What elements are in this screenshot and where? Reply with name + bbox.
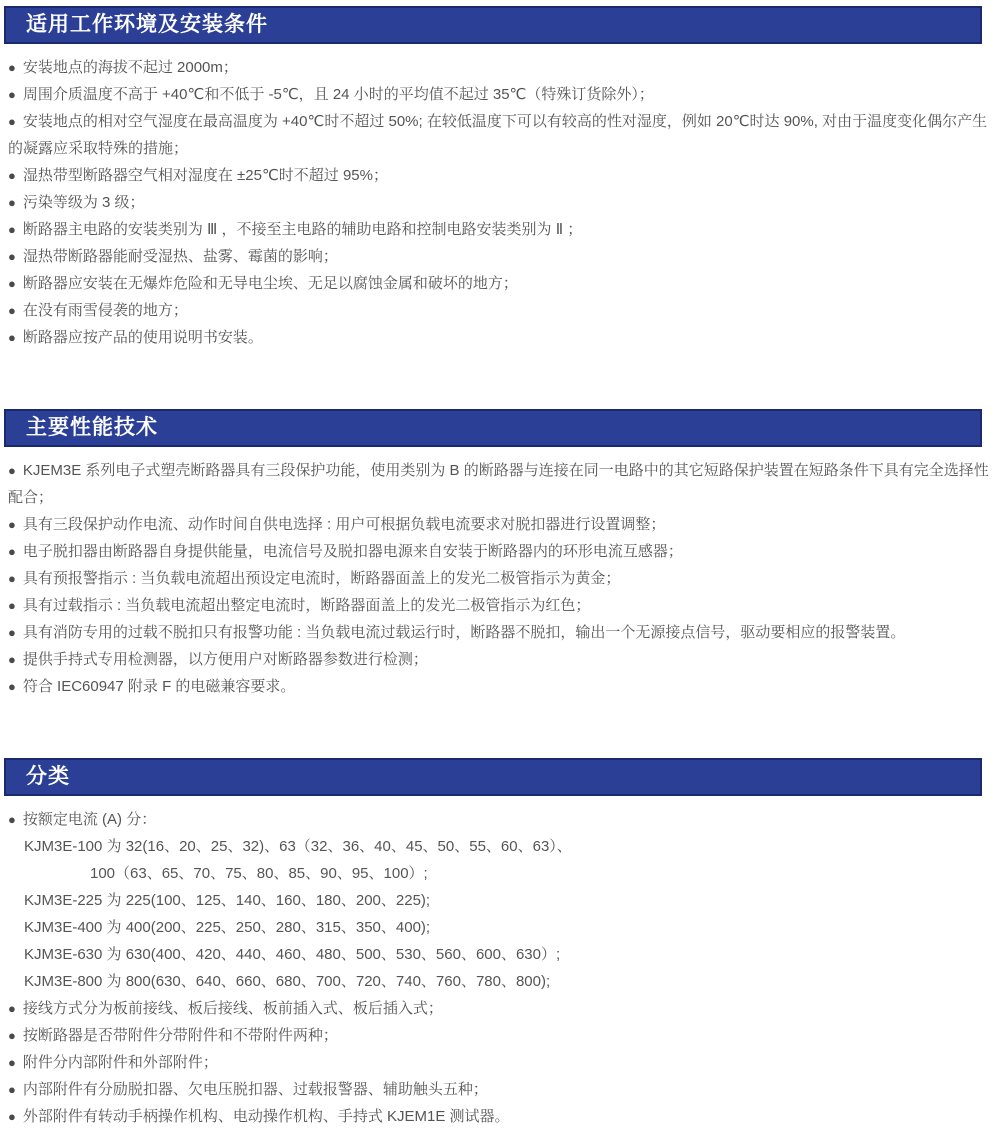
item-text: KJM3E-225 为 225(100、125、140、160、180、200、225); (24, 892, 431, 909)
item-text: KJM3E-630 为 630(400、420、440、460、480、500、530、560、600、630）; (24, 946, 561, 963)
item-text: 断路器主电路的安装类别为 Ⅲ ，不接至主电路的辅助电路和控制电路安装类别为 Ⅱ ； (22, 221, 583, 238)
item-text: 提供手持式专用检测器，以方便用户对断路器参数进行检测； (22, 651, 428, 668)
bullet-icon: ● (8, 114, 16, 129)
list-item (8, 860, 992, 887)
list-item (8, 216, 992, 243)
bullet-icon: ● (8, 168, 16, 183)
bullet-icon: ● (8, 652, 16, 667)
item-text: 100（63、65、70、75、80、85、90、95、100）; (90, 865, 428, 882)
item-text: 具有预报警指示 : 当负载电流超出预设定电流时，断路器面盖上的发光二极管指示为黄金； (22, 570, 621, 587)
bullet-icon: ● (8, 249, 16, 264)
list-item (8, 1022, 992, 1049)
list-item (8, 673, 992, 700)
item-text: 污染等级为 3 级； (22, 194, 145, 211)
item-text: 外部附件有转动手柄操作机构、电动操作机构、手持式 KJEM1E 测试器。 (22, 1108, 510, 1125)
bullet-icon: ● (8, 87, 16, 102)
section-title: 分类 (4, 758, 982, 796)
item-text: KJM3E-800 为 800(630、640、660、680、700、720、740、760、780、800); (24, 973, 551, 990)
list-item (8, 833, 992, 860)
section-body (0, 44, 1000, 351)
item-text: 周围介质温度不高于 +40℃和不低于 -5℃，且 24 小时的平均值不起过 35℃（特殊订货除外）； (22, 86, 654, 103)
item-text: KJM3E-100 为 32(16、20、25、32)、63（32、36、40、45、50、55、60、63）、 (24, 838, 572, 855)
list-item (8, 941, 992, 968)
list-item (8, 565, 992, 592)
item-text: 按断路器是否带附件分带附件和不带附件两种； (22, 1027, 338, 1044)
bullet-icon: ● (8, 1055, 16, 1070)
item-text: 安装地点的相对空气湿度在最高温度为 +40℃时不超过 50%; 在较低温度下可以有较高的性对湿度，例如 20℃时达 90%, 对由于温度变化偶尔产生的凝露应采取特殊的措施； (8, 113, 988, 157)
item-text: 断路器应安装在无爆炸危险和无导电尘埃、无足以腐蚀金属和破坏的地方； (22, 275, 518, 292)
list-item (8, 457, 992, 511)
item-text: 附件分内部附件和外部附件； (22, 1054, 218, 1071)
bullet-icon: ● (8, 679, 16, 694)
list-item (8, 1049, 992, 1076)
item-text: 安装地点的海拔不起过 2000m； (22, 59, 238, 76)
list-item (8, 162, 992, 189)
bullet-icon: ● (8, 222, 16, 237)
bullet-icon: ● (8, 195, 16, 210)
list-item (8, 806, 992, 833)
list-item (8, 81, 992, 108)
item-text: 电子脱扣器由断路器自身提供能量，电流信号及脱扣器电源来自安装于断路器内的环形电流互感器； (22, 543, 683, 560)
item-text: 具有消防专用的过载不脱扣只有报警功能 : 当负载电流过载运行时，断路器不脱扣，输出一个无源接点信号，驱动要相应的报警装置。 (22, 624, 906, 641)
bullet-icon: ● (8, 812, 16, 827)
section-title: 主要性能技术 (4, 409, 982, 447)
bullet-icon: ● (8, 1082, 16, 1097)
bullet-icon: ● (8, 463, 16, 478)
item-text: 在没有雨雪侵袭的地方； (22, 302, 188, 319)
section-2 (0, 409, 1000, 700)
section-3 (0, 758, 1000, 1130)
list-item (8, 1103, 992, 1130)
list-item (8, 108, 992, 162)
list-item (8, 324, 992, 351)
list-item (8, 297, 992, 324)
bullet-icon: ● (8, 625, 16, 640)
section-body (0, 447, 1000, 700)
item-text: 接线方式分为板前接线、板后接线、板前插入式、板后插入式； (22, 1000, 443, 1017)
bullet-icon: ● (8, 598, 16, 613)
item-text: 湿热带断路器能耐受湿热、盐雾、霉菌的影响； (22, 248, 338, 265)
section-1 (0, 6, 1000, 351)
bullet-icon: ● (8, 1109, 16, 1124)
item-text: KJEM3E 系列电子式塑壳断路器具有三段保护功能，使用类别为 B 的断路器与连接在同一电路中的其它短路保护装置在短路条件下具有完全选择性配合； (8, 462, 989, 506)
bullet-icon: ● (8, 517, 16, 532)
item-text: 断路器应按产品的使用说明书安装。 (22, 329, 263, 346)
list-item (8, 995, 992, 1022)
list-item (8, 646, 992, 673)
item-text: 内部附件有分励脱扣器、欠电压脱扣器、过载报警器、辅助触头五种； (22, 1081, 488, 1098)
list-item (8, 619, 992, 646)
list-item (8, 914, 992, 941)
bullet-icon: ● (8, 1001, 16, 1016)
item-text: 按额定电流 (A) 分： (22, 811, 157, 828)
list-item (8, 243, 992, 270)
section-title: 适用工作环境及安装条件 (4, 6, 982, 44)
item-text: 符合 IEC60947 附录 F 的电磁兼容要求。 (22, 678, 296, 695)
bullet-icon: ● (8, 330, 16, 345)
list-item (8, 887, 992, 914)
item-text: 具有过载指示 : 当负载电流超出整定电流时，断路器面盖上的发光二极管指示为红色； (22, 597, 591, 614)
bullet-icon: ● (8, 544, 16, 559)
item-text: 具有三段保护动作电流、动作时间自供电选择 : 用户可根据负载电流要求对脱扣器进行设置调整； (22, 516, 666, 533)
list-item (8, 592, 992, 619)
list-item (8, 189, 992, 216)
list-item (8, 54, 992, 81)
bullet-icon: ● (8, 60, 16, 75)
section-body (0, 796, 1000, 1130)
item-text: 湿热带型断路器空气相对湿度在 ±25℃时不超过 95%； (22, 167, 388, 184)
bullet-icon: ● (8, 571, 16, 586)
bullet-icon: ● (8, 1028, 16, 1043)
bullet-icon: ● (8, 276, 16, 291)
list-item (8, 270, 992, 297)
bullet-icon: ● (8, 303, 16, 318)
item-text: KJM3E-400 为 400(200、225、250、280、315、350、400); (24, 919, 431, 936)
list-item (8, 1076, 992, 1103)
list-item (8, 538, 992, 565)
list-item (8, 511, 992, 538)
list-item (8, 968, 992, 995)
